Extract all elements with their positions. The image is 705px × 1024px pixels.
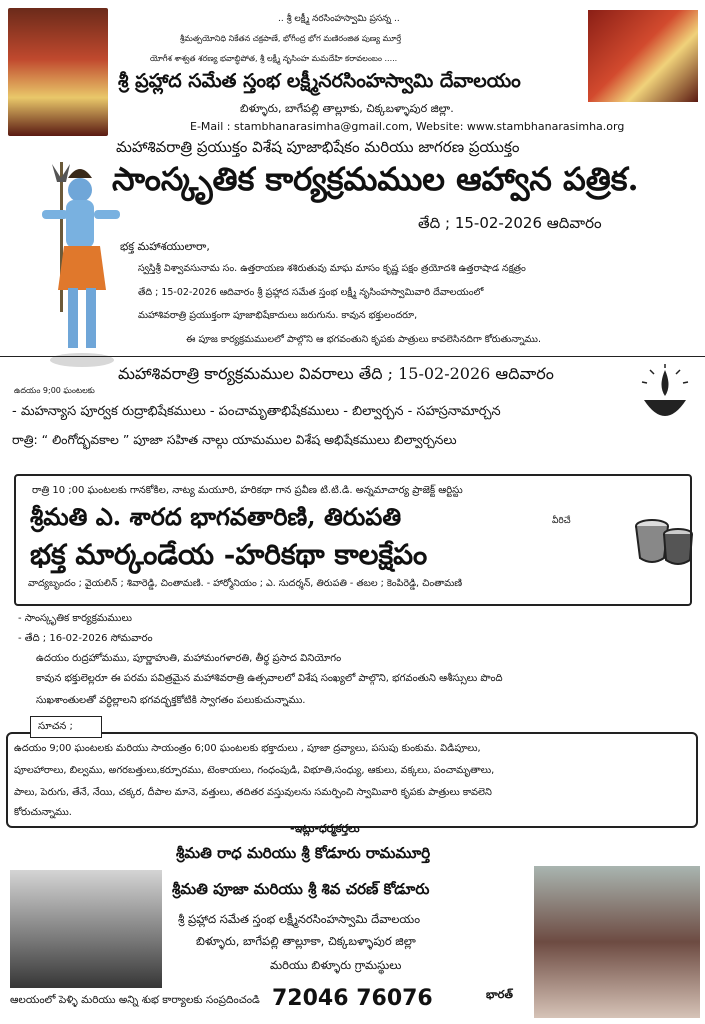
oil-lamp-icon bbox=[636, 362, 694, 432]
verse-line-2: యోగీశ శాశ్వత శరణ్య భవాబ్ధిపోత, శ్రీ లక్ష్మీ నృసింహ మమదేహి కరావలంబం ..... bbox=[150, 54, 398, 63]
invitation-line-4: ఈ పూజ కార్యక్రమములలో పాల్గొని ఆ భగవంతుని కృపకు పాత్రులు కావలెసినదిగా కోరుతున్నాము. bbox=[186, 334, 541, 345]
verse-line-1: శ్రీమత్పయోనిధి నికేతన చక్రపాణే, భోగీంద్ర భోగ మణిరంజిత పుణ్య మూర్తే bbox=[180, 34, 402, 43]
harikatha-intro: రాత్రి 10 ;00 ఘంటలకు గానకోకిల, నాట్య మయూరి, హరికథా గాన ప్రవీణ టి.టి.డి. అన్నమాచార్య ప్రాజెక్ట్ ఆర్టిస్టు bbox=[32, 485, 463, 496]
notice-line-3: పాలు, పెరుగు, తేనే, నేయి, చక్కర, దీపాల మానె, వత్తులు, తదితర వస్తువులను సమర్పించి స్వామివారి కృపకు పాత్రులు కావలెని bbox=[14, 787, 492, 798]
temple-name-heading: శ్రీ ప్రహ్లాద సమేత స్తంభ లక్ష్మీనరసింహస్వామి దేవాలయం bbox=[118, 70, 521, 92]
morning-time-label: ఉదయం 9;00 ఘంటలకు bbox=[14, 386, 95, 395]
contact-info: E-Mail : stambhanarasimha@gmail.com, Website: www.stambhanarasimha.org bbox=[190, 120, 625, 133]
notice-line-4: కోరుచున్నాము. bbox=[14, 807, 72, 818]
subtitle-heading: మహాశివరాత్రి ప్రయుక్తం విశేష పూజాభిషేకం మరియు జాగరణ ప్రయుక్తం bbox=[116, 138, 520, 156]
event-date: తేది ; 15-02-2026 ఆదివారం bbox=[418, 214, 602, 232]
invitation-line-1: స్వస్తిశ్రీ విశ్వావసునామ సం. ఉత్తరాయణ శశిరుతువు మాఘ మాసం కృష్ణ పక్షం త్రయోదశి ఉత్తరాషాడ నక్షత్రం bbox=[138, 263, 526, 274]
footer-phone: 72046 76076 bbox=[272, 986, 433, 1011]
temple-address: బిళ్ళూరు, బాగేపల్లి తాల్లూకు, చిక్కబళ్ళాపుర జిల్లా. bbox=[240, 102, 454, 115]
day2-line-1: - సాంస్కృతిక కార్యక్రమములు bbox=[18, 613, 132, 624]
narasimha-deity-photo bbox=[8, 8, 108, 136]
main-title: సాంస్కృతిక కార్యక్రమముల ఆహ్వాన పత్రిక. bbox=[112, 160, 639, 198]
day2-line-4: కావున భక్తులెల్లరూ ఈ పరమ పవిత్రమైన మహాశివరాత్రి ఉత్సవాలలో విశేష సంఖ్యలో పాల్గొని, భగవంతుని ఆశీస్సులు పొంది bbox=[36, 673, 503, 684]
morning-rituals: - మహన్యాస పూర్వక రుద్రాభిషేకములు - పంచామృతాభిషేకములు - బిల్వార్చన - సహస్రనామార్చన bbox=[12, 404, 501, 419]
schedule-heading: మహాశివరాత్రి కార్యక్రమముల వివరాలు తేది ; 15-02-2026 ఆదివారం bbox=[118, 364, 554, 383]
accompaniment-line: వాద్యబృందం ; వైయలిన్ ; శివారెడ్డి, చింతామణి. - హార్మోనియం ; ఎ. సుదర్శన్, తిరుపతి - తబల ; కెంపిరెడ్డి, చింతామణి bbox=[28, 578, 463, 589]
performer-name: శ్రీమతి ఎ. శారద భాగవతారిణి, తిరుపతి bbox=[30, 502, 402, 531]
day2-line-5: సుఖశాంతులతో వర్ధిల్లాలని భగవద్భక్తకోటికి స్వాగతం పలుకుచున్నాము. bbox=[36, 695, 306, 706]
family-photo bbox=[10, 870, 162, 988]
organizers-address: బిళ్ళూరు, బాగేపల్లి తాల్లూకా, చిక్కబళ్ళాపుర జిల్లా bbox=[196, 934, 416, 948]
villagers-line: మరియు బిళ్ళూరు గ్రామస్థులు bbox=[270, 958, 402, 972]
organizers-temple: శ్రీ ప్రహ్లాద సమేత స్తంభ లక్ష్మీనరసింహస్వామి దేవాలయం bbox=[178, 912, 421, 926]
divider-1 bbox=[0, 356, 705, 357]
temple-deity-photo bbox=[588, 10, 698, 102]
salutation: భక్త మహాశయులారా, bbox=[120, 240, 210, 253]
organizers-heading: -ఇట్లు-ధర్మకర్తలు bbox=[290, 822, 360, 835]
notice-line-1: ఉదయం 9;00 ఘంటలకు మరియు సాయంత్రం 6;00 ఘంటలకు భక్తాదులు , పూజా ద్రవ్యాలు, పసుపు కుంకుమ. విడిపూలు, bbox=[14, 743, 481, 754]
night-rituals: రాత్రి: “ లింగోద్భవకాల ” పూజా సహిత నాల్గు యామముల విశేష అభిషేకములు బిల్వార్చనలు bbox=[12, 432, 457, 447]
invitation-line-3: మహాశివరాత్రి ప్రయుక్తంగా పూజాభిషేకాదులు జరుగును. కావున భక్తులందరూ, bbox=[138, 310, 418, 321]
footer-contact-text: ఆలయంలో పెళ్ళి మరియు అన్ని శుభ కార్యాలకు సంప్రదించండి bbox=[10, 994, 260, 1006]
harikatha-program: భక్త మార్కండేయ -హరికథా కాలక్షేపం bbox=[30, 538, 428, 571]
performer-suffix: వీరిచే bbox=[552, 516, 571, 526]
day2-line-3: ఉదయం రుద్రహోమము, పూర్ణాహుతి, మహామంగళారతి, తీర్థ ప్రసాద వినియోగం bbox=[36, 653, 342, 664]
day2-date: - తేది ; 16-02-2026 సోమవారం bbox=[18, 633, 153, 644]
lord-shiva-illustration bbox=[8, 160, 126, 370]
notice-line-2: పూలహారాలు, బిల్వము, అగరబత్తులు,కర్పూరము, టెంకాయలు, గంధంపుడి, విభూతి,సంధ్యు, ఆకులు, వక్కలు, పంచామృతాలు, bbox=[14, 765, 495, 776]
invocation-line: .. శ్రీ లక్ష్మీ నరసింహస్వామి ప్రసన్న .. bbox=[278, 14, 400, 24]
donor-couple-photo bbox=[534, 866, 700, 1018]
donor-line-1: శ్రీమతి రాధ మరియు శ్రీ కోడూరు రామమూర్తి bbox=[176, 844, 431, 862]
donor-line-2: శ్రీమతి పూజా మరియు శ్రీ శివ చరణ్ కోడూరు bbox=[172, 880, 430, 898]
notice-label: సూచన ; bbox=[38, 721, 73, 732]
invitation-line-2: తేది ; 15-02-2026 ఆదివారం శ్రీ ప్రహ్లాద సమేత స్తంభ లక్ష్మీ నృసింహస్వామివారి దేవాలయంలో bbox=[138, 287, 484, 298]
printer-logo: భారత్ bbox=[486, 988, 513, 1001]
